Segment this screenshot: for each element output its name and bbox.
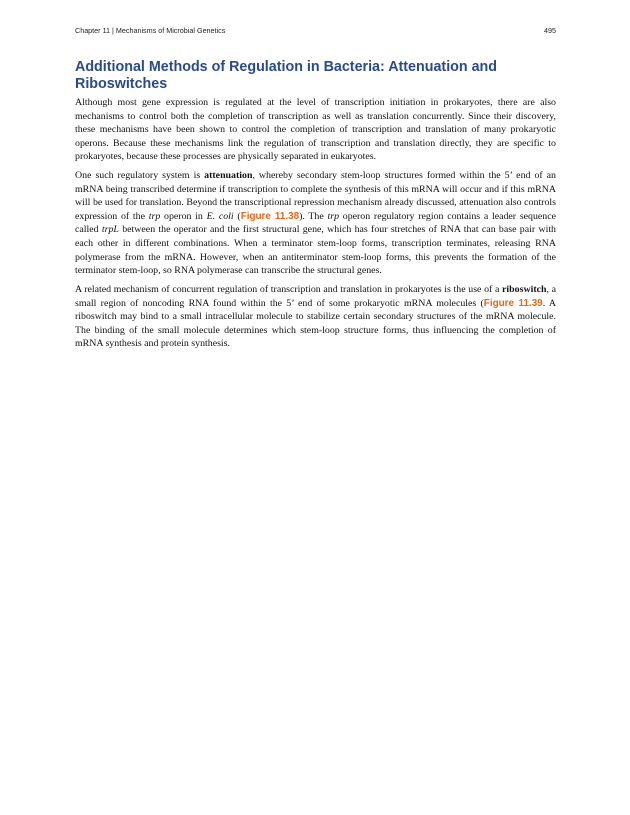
text-run: ( (233, 210, 241, 222)
species-name: E. coli (206, 210, 234, 222)
gene-name: trpL (101, 224, 119, 236)
body-text (75, 96, 556, 356)
text-run: , a small region of noncoding RNA found within the 5’ end of some prokaryotic mRNA molecules ( (75, 284, 557, 309)
paragraph-3 (75, 283, 556, 351)
text-run: operon in (160, 210, 207, 222)
gene-name: trp (148, 210, 161, 222)
text-run: operon regulatory region contains a leader sequence called (75, 210, 557, 236)
paragraph-1 (75, 96, 556, 164)
page-number: 495 (544, 26, 556, 35)
text-run: . A riboswitch may bind to a small intracellular molecule to stabilize certain secondary structures of the mRNA molecule. The binding of the small molecule determines which stem-loop structure forms, thus influencing the completion of mRNA synthesis and protein synthesis. (75, 297, 557, 350)
text-run: A related mechanism of concurrent regulation of transcription and translation in prokaryotes is the use of a (75, 284, 503, 296)
text-run: One such regulatory system is (75, 170, 205, 182)
figure-link-11-39[interactable]: Figure 11.39 (483, 297, 543, 309)
paragraph-1-text: Although most gene expression is regulated at the level of transcription initiation in prokaryotes, there are also mechanisms to control both the completion of transcription as well as translation concurrently. Since their discovery, these mechanisms have been shown to control the completion of transcription and translation of many prokaryotic operons. Because these mechanisms link the regulation of transcription and translation directly, they are specific to prokaryotes, because these processes are physically separated in eukaryotes. (75, 97, 556, 163)
text-run: between the operator and the first structural gene, which has four stretches of RNA that can base pair with each other in different combinations. When a terminator stem-loop forms, transcription terminates, releasing RNA polymerase from the mRNA. However, when an antiterminator stem-loop forms, this prevents the formation of the terminator stem-loop, so RNA polymerase can transcribe the structural genes. (75, 224, 556, 277)
gene-name: trp (327, 210, 340, 222)
text-run: ). The (299, 210, 328, 222)
key-term-attenuation: attenuation (204, 170, 253, 182)
paragraph-2 (75, 169, 556, 277)
section-title: Additional Methods of Regulation in Bacteria: Attenuation and Riboswitches (75, 59, 498, 92)
text-run: , whereby secondary stem-loop structures formed within the 5’ end of an mRNA being transcribed determine if transcription to complete the synthesis of this mRNA will occur and if this mRNA will be used for translation. Beyond the transcriptional repression mechanism already discussed, attenuation also controls expression of the (75, 170, 556, 222)
figure-link-11-38[interactable]: Figure 11.38 (240, 210, 300, 222)
chapter-title: Chapter 11 | Mechanisms of Microbial Genetics (75, 26, 226, 35)
key-term-riboswitch: riboswitch (502, 284, 547, 296)
running-head (75, 26, 556, 35)
